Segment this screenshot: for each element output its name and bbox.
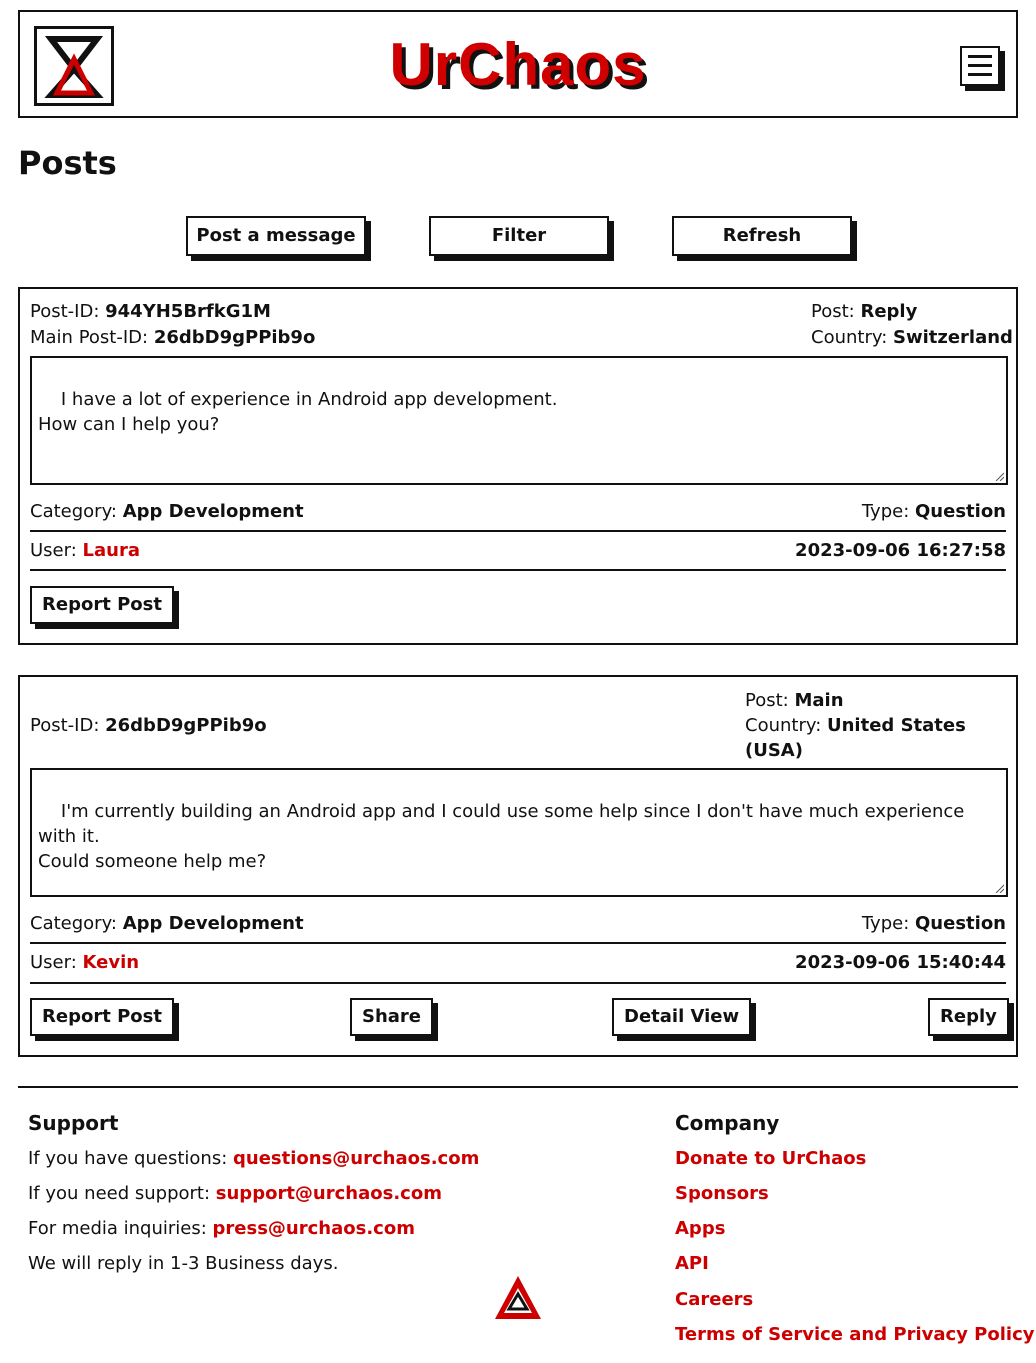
warning-triangle-logo-icon[interactable]	[492, 1272, 544, 1324]
terms-privacy-link[interactable]: Terms of Service and Privacy Policy	[675, 1324, 1035, 1345]
type-row: Type: Question	[861, 913, 1006, 934]
type-row: Type: Question	[861, 501, 1006, 522]
type: Question	[915, 501, 1006, 522]
main-post-id: 26dbD9gPPib9o	[153, 327, 316, 348]
post-id-row: Post-ID: 26dbD9gPPib9o	[30, 715, 267, 736]
divider	[30, 569, 1006, 571]
company-title: Company	[675, 1111, 780, 1135]
footer-divider	[18, 1086, 1018, 1088]
questions-email-link[interactable]: questions@urchaos.com	[233, 1148, 480, 1169]
sponsors-link[interactable]: Sponsors	[675, 1183, 769, 1204]
category-row: Category: App Development Type: Question	[30, 913, 1006, 934]
post-kind: Reply	[860, 301, 918, 322]
post-id: 26dbD9gPPib9o	[105, 715, 267, 736]
site-title[interactable]: UrChaos	[389, 31, 647, 98]
hamburger-menu-icon[interactable]	[960, 46, 1000, 86]
post-kind-row: Post: Main	[745, 690, 844, 711]
resize-grip-icon[interactable]	[994, 471, 1004, 481]
support-title: Support	[28, 1111, 119, 1135]
donate-link[interactable]: Donate to UrChaos	[675, 1148, 867, 1169]
divider	[30, 942, 1006, 944]
post-kind-row: Post: Reply	[811, 301, 918, 322]
detail-view-button[interactable]: Detail View	[612, 998, 751, 1036]
site-header	[18, 10, 1018, 118]
report-post-button[interactable]: Report Post	[30, 586, 174, 624]
user-row: User: Kevin 2023-09-06 15:40:44	[30, 952, 1006, 973]
divider	[30, 982, 1006, 984]
reply-note: We will reply in 1-3 Business days.	[28, 1253, 339, 1274]
post-id-row: Post-ID: 944YH5BrfkG1M	[30, 301, 271, 322]
message-textarea[interactable]: I have a lot of experience in Android app development. How can I help you?	[30, 356, 1008, 485]
main-post-id-row: Main Post-ID: 26dbD9gPPib9o	[30, 327, 316, 348]
page-title: Posts	[18, 144, 117, 182]
divider	[30, 530, 1006, 532]
support-email-link[interactable]: support@urchaos.com	[215, 1183, 442, 1204]
country: Switzerland	[893, 327, 1013, 348]
careers-link[interactable]: Careers	[675, 1289, 754, 1310]
user-link[interactable]: Kevin	[82, 952, 140, 973]
api-link[interactable]: API	[675, 1253, 709, 1274]
type: Question	[915, 913, 1006, 934]
post-kind: Main	[794, 690, 844, 711]
category-row: Category: App Development Type: Question	[30, 501, 1006, 522]
user-link[interactable]: Laura	[82, 540, 140, 561]
timestamp: 2023-09-06 15:40:44	[795, 952, 1006, 973]
filter-button[interactable]: Filter	[429, 216, 609, 256]
resize-grip-icon[interactable]	[994, 883, 1004, 893]
country: United States (USA)	[745, 715, 966, 761]
report-post-button[interactable]: Report Post	[30, 998, 174, 1036]
message-textarea[interactable]: I'm currently building an Android app and I could use some help since I don't have much experience with it. Could someone help me?	[30, 768, 1008, 897]
category: App Development	[122, 501, 304, 522]
apps-link[interactable]: Apps	[675, 1218, 726, 1239]
post-card	[18, 287, 1018, 645]
post-message-button[interactable]: Post a message	[186, 216, 366, 256]
category: App Development	[122, 913, 304, 934]
support-row: If you need support: support@urchaos.com	[28, 1183, 442, 1204]
questions-row: If you have questions: questions@urchaos.com	[28, 1148, 480, 1169]
country-row: Country: United States (USA)	[745, 715, 966, 761]
timestamp: 2023-09-06 16:27:58	[795, 540, 1006, 561]
refresh-button[interactable]: Refresh	[672, 216, 852, 256]
post-id: 944YH5BrfkG1M	[105, 301, 271, 322]
post-card	[18, 675, 1018, 1057]
user-row: User: Laura 2023-09-06 16:27:58	[30, 540, 1006, 561]
country-row: Country: Switzerland	[811, 327, 1013, 348]
reply-button[interactable]: Reply	[928, 998, 1009, 1036]
share-button[interactable]: Share	[350, 998, 433, 1036]
press-email-link[interactable]: press@urchaos.com	[212, 1218, 415, 1239]
press-row: For media inquiries: press@urchaos.com	[28, 1218, 415, 1239]
